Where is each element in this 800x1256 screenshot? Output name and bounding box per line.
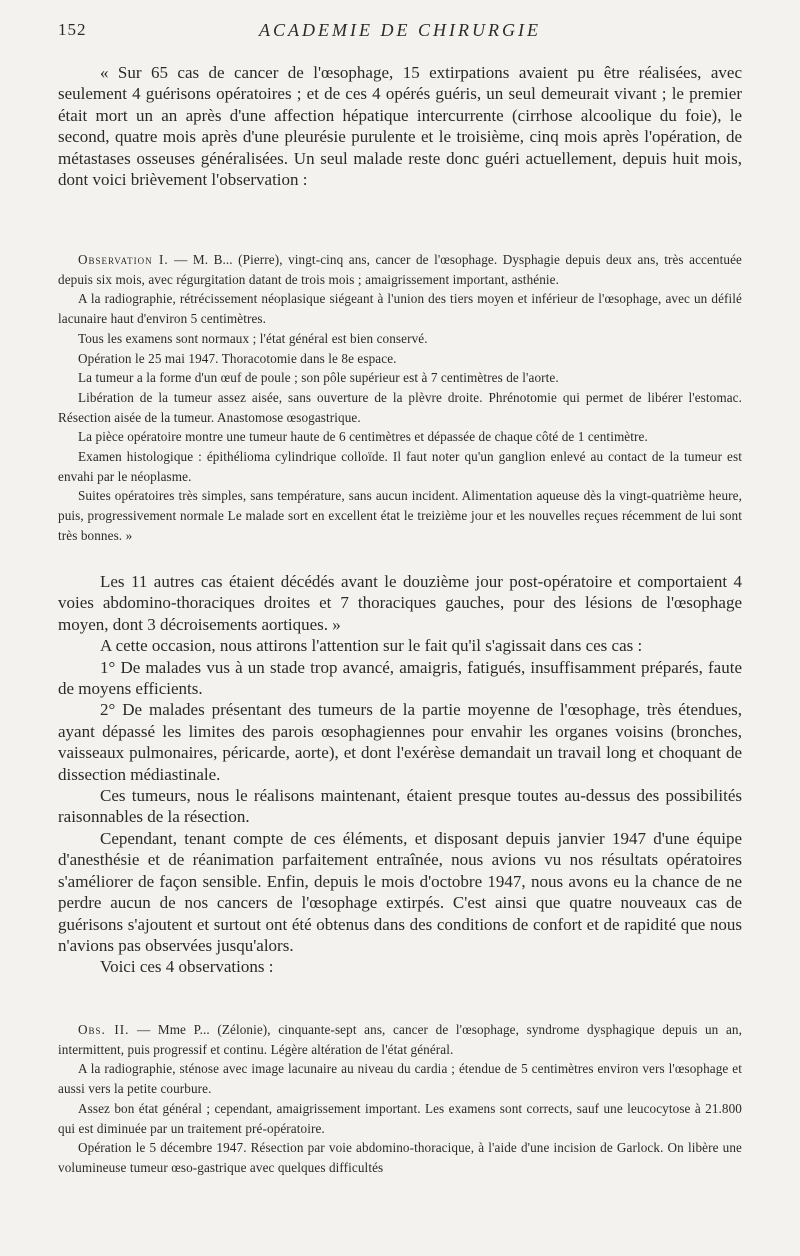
running-head: ACADEMIE DE CHIRURGIE [259,20,541,40]
observation-2-paragraph: Assez bon état général ; cependant, amaigrissement important. Les examens sont corrects, sauf une leucocytose à 21.800 qui est diminuée par un traitement pré-opératoire. [58,1100,742,1136]
observation-1-paragraph: Libération de la tumeur assez aisée, sans ouverture de la plèvre droite. Phrénotomie qui permet de libérer l'estomac. Résection aisée de la tumeur. Anastomose œsogastrique. [58,389,742,425]
observation-1-paragraph: Suites opératoires très simples, sans température, sans aucun incident. Alimentation aqueuse dès la vingt-quatrième heure, puis, progressivement normale Le malade sort en excellent état le treizième jour et les nouvelles reçues récemment de lui sont très bonnes. » [58,488,742,543]
observation-1-paragraph: La pièce opératoire montre une tumeur haute de 6 centimètres et dépassée de chaque côté de 1 centimètre. [78,429,648,445]
body-paragraph: A cette occasion, nous attirons l'attention sur le fait qu'il s'agissait dans ces cas : [100,636,643,656]
body-paragraph: Ces tumeurs, nous le réalisons maintenant, étaient presque toutes au-dessus des possibilités raisonnables de la résection. [58,786,742,827]
body-paragraph: Les 11 autres cas étaient décédés avant le douzième jour post-opératoire et comportaient 4 voies abdomino-thoraciques droites et 7 thoraciques gauches, pour des lésions de l'œsophage moyen, dont 3 décroisements aortiques. » [58,572,742,634]
page-header [58,20,742,46]
observation-2-heading [58,1020,742,1059]
page-number: 152 [58,20,87,39]
body-paragraph: Voici ces 4 observations : [100,957,274,977]
main-text [58,571,742,978]
observation-1-text: — M. B... (Pierre), vingt-cinq ans, cancer de l'œsophage. Dysphagie depuis deux ans, très accentuée depuis six mois, avec régurgitation datant de trois mois ; amaigrissement important, asthénie. [58,252,742,287]
observation-1-heading [58,250,742,289]
intro-paragraph: « Sur 65 cas de cancer de l'œsophage, 15 extirpations avaient pu être réalisées, avec seulement 4 guérisons opératoires ; et de ces 4 opérés guéris, un seul demeurait vivant ; le premier était mort un an après d'une affection hépatique intercurrente (cirrhose alcoolique du foie), le second, quatre mois après d'une pleurésie purulente et le troisième, cinq mois après l'opération, de métastases osseuses généralisées. Un seul malade reste donc guéri actuellement, depuis huit mois, dont voici brièvement l'observation : [58,63,742,190]
observation-2-paragraph: Opération le 5 décembre 1947. Résection par voie abdomino-thoracique, à l'aide d'une incision de Garlock. On libère une volumineuse tumeur œso-gastrique avec quelques difficultés [58,1140,742,1175]
observation-1-paragraph: La tumeur a la forme d'un œuf de poule ; son pôle supérieur est à 7 centimètres de l'aorte. [78,370,559,386]
observation-1-paragraph: Tous les examens sont normaux ; l'état général est bien conservé. [78,330,428,346]
body-paragraph: 1° De malades vus à un stade trop avancé, amaigris, fatigués, insuffisamment préparés, faute de moyens efficients. [58,657,742,699]
observation-1-paragraph: A la radiographie, rétrécissement néoplasique siégeant à l'union des tiers moyen et inférieur de l'œsophage, avec un défilé lacunaire haut d'environ 5 centimètres. [58,291,742,327]
intro-section [58,62,742,190]
observation-2-paragraph: A la radiographie, sténose avec image lacunaire au niveau du cardia ; étendue de 5 centimètres environ vers l'œsophage et aussi vers la petite courbure. [58,1061,742,1097]
body-paragraph: 2° De malades présentant des tumeurs de la partie moyenne de l'œsophage, très étendues, ayant dépassé les limites des parois œsophagiennes pour envahir les organes voisins (bronches, vaisseaux pulmonaires, péricarde, aorte), et dont l'exérèse demandait un travail long et choquant de dissection médiastinale. [58,700,742,784]
observation-1-paragraph: Examen histologique : épithélioma cylindrique colloïde. Il faut noter qu'un ganglion enlevé au contact de la tumeur est envahi par le néoplasme. [58,449,742,484]
body-paragraph: Cependant, tenant compte de ces éléments, et disposant depuis janvier 1947 d'une équipe d'anesthésie et de réanimation parfaitement entraînée, nous avions vu nos résultats opératoires s'améliorer de façon sensible. Enfin, depuis le mois d'octobre 1947, nous avons eu la chance de ne perdre aucun de nos cancers de l'œsophage extirpés. C'est ainsi que quatre nouveaux cas de guérisons s'ajoutent et surtout ont été obtenus dans des conditions de confort et de rapidité que nous n'avions pas observées jusqu'alors. [58,828,742,955]
observation-2-label: Obs. II. [78,1022,130,1037]
observation-1-label: Observation I. [78,252,169,267]
observation-2-text: — Mme P... (Zélonie), cinquante-sept ans, cancer de l'œsophage, syndrome dysphagique depuis un an, intermittent, puis progressif et continu. Légère altération de l'état général. [58,1022,742,1057]
observation-2 [58,1020,742,1178]
observation-1-paragraph: Opération le 25 mai 1947. Thoracotomie dans le 8e espace. [78,350,397,366]
observation-1 [58,250,742,546]
